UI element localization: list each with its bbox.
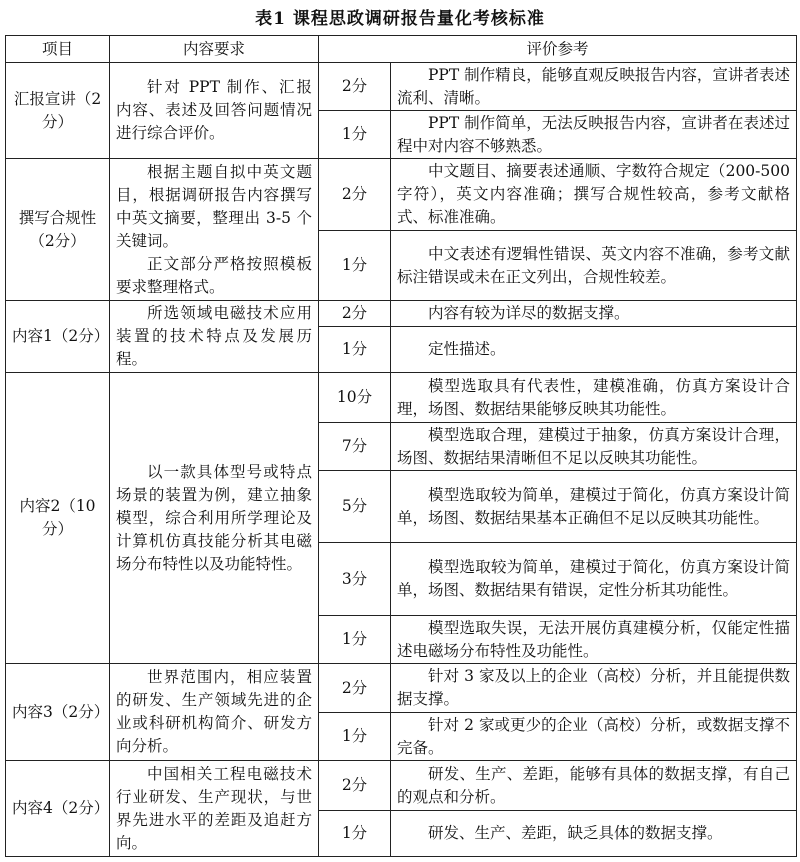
table-row xyxy=(6,159,797,231)
score-cell: 5分 xyxy=(319,471,391,543)
requirement-cell xyxy=(110,761,319,857)
evaluation-cell: 模型选取较为简单，建模过于简化，仿真方案设计简单，场图、数据结果基本正确但不足以反映其功能性。 xyxy=(391,471,797,543)
score-cell: 1分 xyxy=(319,713,391,761)
evaluation-cell: PPT 制作简单，无法反映报告内容，宣讲者在表述过程中对内容不够熟悉。 xyxy=(391,111,797,159)
score-cell: 7分 xyxy=(319,423,391,471)
header-item: 项目 xyxy=(6,36,110,63)
evaluation-cell: 中文题目、摘要表述通顺、字数符合规定（200-500 字符），英文内容准确；撰写合规性较高，参考文献格式、标准准确。 xyxy=(391,159,797,231)
requirement-cell xyxy=(110,63,319,159)
requirement-text: 中国相关工程电磁技术行业研发、生产现状，与世界先进水平的差距及追赶方向。 xyxy=(116,764,312,852)
evaluation-cell: 模型选取具有代表性，建模准确，仿真方案设计合理，场图、数据结果能够反映其功能性。 xyxy=(391,373,797,423)
requirement-text: 所选领域电磁技术应用装置的技术特点及发展历程。 xyxy=(116,304,312,368)
score-cell: 2分 xyxy=(319,664,391,713)
table-row xyxy=(6,373,797,423)
requirement-text: 针对 PPT 制作、汇报内容、表述及回答问题情况进行综合评价。 xyxy=(116,78,312,142)
score-cell: 2分 xyxy=(319,301,391,327)
evaluation-cell: 研发、生产、差距，缺乏具体的数据支撑。 xyxy=(391,811,797,857)
item-cell: 内容1（2分） xyxy=(6,301,110,373)
requirement-text: 世界范围内，相应装置的研发、生产领域先进的企业或科研机构简介、研发方向分析。 xyxy=(116,668,312,755)
table-row xyxy=(6,761,797,811)
evaluation-cell: 内容有较为详尽的数据支撑。 xyxy=(391,301,797,327)
score-cell: 1分 xyxy=(319,231,391,301)
evaluation-cell: 中文表述有逻辑性错误、英文内容不准确，参考文献标注错误或未在正文列出，合规性较差。 xyxy=(391,231,797,301)
requirement-text: 根据主题自拟中英文题目，根据调研报告内容撰写中英文摘要，整理出 3-5 个关键词。 xyxy=(116,162,312,250)
score-cell: 1分 xyxy=(319,811,391,857)
requirement-text: 正文部分严格按照模板要求整理格式。 xyxy=(116,254,312,296)
requirement-cell xyxy=(110,301,319,373)
evaluation-cell: 针对 3 家及以上的企业（高校）分析，并且能提供数据支撑。 xyxy=(391,664,797,713)
header-requirement: 内容要求 xyxy=(110,36,319,63)
evaluation-cell: 模型选取失误，无法开展仿真建模分析，仅能定性描述电磁场分布特性及功能性。 xyxy=(391,616,797,664)
table-title: 表1 课程思政调研报告量化考核标准 xyxy=(255,9,545,29)
score-cell: 1分 xyxy=(319,616,391,664)
item-cell: 汇报宣讲（2分） xyxy=(6,63,110,159)
item-cell: 内容4（2分） xyxy=(6,761,110,857)
requirement-cell xyxy=(110,373,319,664)
item-cell: 撰写合规性（2分） xyxy=(6,159,110,301)
evaluation-cell: 定性描述。 xyxy=(391,327,797,373)
score-cell: 2分 xyxy=(319,761,391,811)
evaluation-cell: 研发、生产、差距，能够有具体的数据支撑，有自己的观点和分析。 xyxy=(391,761,797,811)
score-cell: 3分 xyxy=(319,543,391,616)
score-cell: 1分 xyxy=(319,111,391,159)
header-row xyxy=(6,36,797,63)
score-cell: 10分 xyxy=(319,373,391,423)
table-row xyxy=(6,664,797,713)
table-row xyxy=(6,63,797,111)
score-cell: 2分 xyxy=(319,159,391,231)
header-evaluation: 评价参考 xyxy=(319,36,797,63)
assessment-table xyxy=(5,35,797,857)
evaluation-cell: 模型选取合理，建模过于抽象，仿真方案设计合理，场图、数据结果清晰但不足以反映其功能性。 xyxy=(391,423,797,471)
requirement-cell xyxy=(110,664,319,761)
item-cell: 内容3（2分） xyxy=(6,664,110,761)
requirement-text: 以一款具体型号或特点场景的装置为例，建立抽象模型，综合利用所学理论及计算机仿真技能分析其电磁场分布特性以及功能特性。 xyxy=(116,462,312,573)
table-row xyxy=(6,301,797,327)
item-cell: 内容2（10分） xyxy=(6,373,110,664)
score-cell: 2分 xyxy=(319,63,391,111)
requirement-cell xyxy=(110,159,319,301)
evaluation-cell: PPT 制作精良，能够直观反映报告内容，宣讲者表述流利、清晰。 xyxy=(391,63,797,111)
score-cell: 1分 xyxy=(319,327,391,373)
evaluation-cell: 针对 2 家或更少的企业（高校）分析，或数据支撑不完备。 xyxy=(391,713,797,761)
evaluation-cell: 模型选取较为简单，建模过于简化，仿真方案设计简单，场图、数据结果有错误，定性分析其功能性。 xyxy=(391,543,797,616)
